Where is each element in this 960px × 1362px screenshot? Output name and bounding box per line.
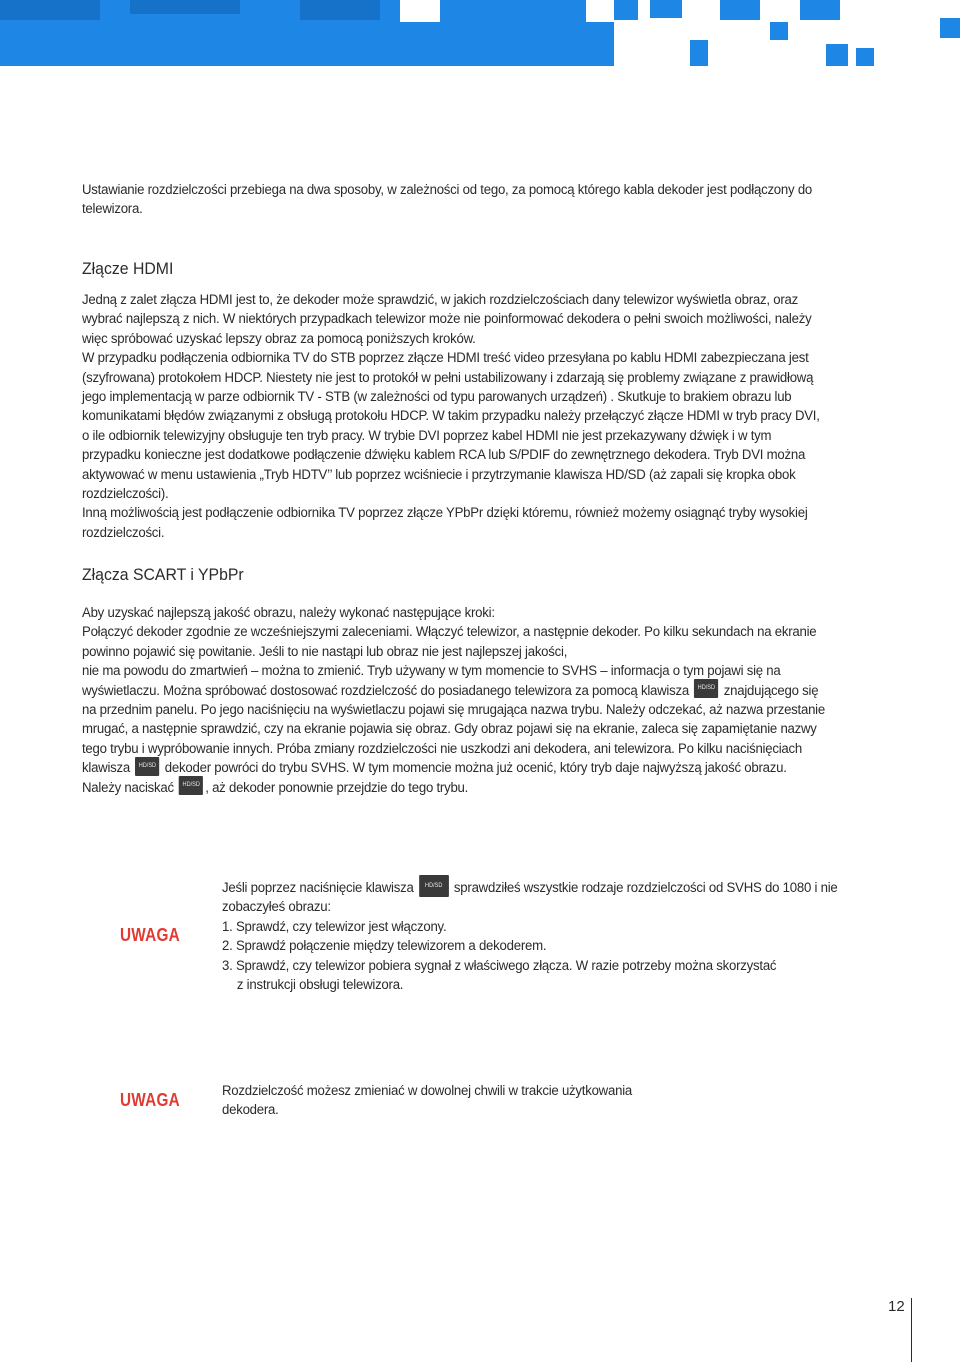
banner-block bbox=[614, 0, 638, 20]
banner-block bbox=[940, 18, 960, 38]
intro-text: Ustawianie rozdzielczości przebiega na dwa sposoby, w zależności od tego, za pomocą którego kabla dekoder jest podłączony do telewizora. bbox=[82, 182, 813, 218]
scart-text-c: dekoder powróci do trybu SVHS. W tym momencie można już ocenić, który tryb daje najwyższą jakość obrazu. Należy naciskać bbox=[82, 760, 787, 796]
scart-text-d: , aż dekoder ponownie przejdzie do tego trybu. bbox=[205, 779, 469, 796]
banner-block bbox=[720, 0, 760, 20]
scart-line-1: Aby uzyskać najlepszą jakość obrazu, należy wykonać następujące kroki: bbox=[82, 605, 495, 621]
scart-paragraph bbox=[82, 662, 826, 798]
note2-text: Rozdzielczość możesz zmieniać w dowolnej chwili w trakcie użytkowania dekodera. bbox=[222, 1083, 632, 1119]
hdmi-heading: Złącze HDMI bbox=[82, 259, 174, 278]
warning-note-1 bbox=[222, 879, 873, 995]
hd-sd-key-icon: HD/SD bbox=[419, 875, 449, 897]
note1-text-a: Jeśli poprzez naciśnięcie klawisza bbox=[222, 880, 414, 896]
note1-item-1: 1. Sprawdź, czy telewizor jest włączony. bbox=[222, 918, 447, 935]
banner-block bbox=[800, 0, 840, 20]
banner-block bbox=[300, 0, 380, 20]
banner-block bbox=[856, 48, 874, 66]
banner-block bbox=[826, 44, 848, 66]
intro-paragraph bbox=[82, 181, 826, 220]
banner-block bbox=[690, 40, 708, 66]
header-banner bbox=[0, 0, 960, 66]
note1-text-b: sprawdziłeś wszystkie rodzaje rozdzielczości od SVHS do 1080 i nie zobaczyłeś obrazu: bbox=[222, 880, 838, 916]
hd-sd-key-icon: HD/SD bbox=[135, 757, 159, 776]
hdmi-paragraph-3: Inną możliwością jest podłączenie odbiornika TV poprzez złącze YPbPr dzięki któremu, również możemy osiągnąć tryby wysokiej rozdzielczości. bbox=[82, 505, 808, 541]
note1-item-3-cont: z instrukcji obsługi telewizora. bbox=[236, 977, 404, 994]
scart-text-b: znajdującego się na przednim panelu. Po jego naciśnięciu na wyświetlaczu pojawi się mrugająca nazwa trybu. Należy odczekać, aż nazwa przestanie mrugać, a następnie sprawdzić, czy na ekranie pojawia się obraz. Gdy obraz pojawi się na ekranie, zaleca się zapamiętanie nazwy tego trybu i wypróbowanie innych. Próba zmiany rozdzielczości nie uszkodzi ani dekodera, ani telewizora. Po kilku naciśnięciach klawisza bbox=[82, 682, 825, 777]
scart-heading: Złącza SCART i YPbPr bbox=[82, 565, 244, 584]
hdmi-paragraph-2: W przypadku podłączenia odbiornika TV do STB poprzez złącze HDMI treść video przesyłana po kablu HDMI zabezpieczana jest (szyfrowana) protokołem HDCP. Niestety nie jest to protokół w pełni ustabilizowany i zdarzają się problemy związane z prawidłową jego implementacją w parze odbiornik TV - STB (w zależności od typu parowanych urządzeń) . Skutkuje to brakiem obrazu lub komunikatami błędów związanymi z obsługą protokołu HDCP. W takim przypadku należy przełączyć złącze HDMI w tryb pracy DVI, o ile odbiornik telewizyjny obsługuje ten tryb pracy. W trybie DVI poprzez kabel HDMI nie jest przekazywany dźwięk i w tym przypadku konieczne jest dodatkowe podłączenie dźwięku kablem RCA lub S/PDIF do zewnętrznego dekodera. Tryb DVI można aktywować w menu ustawienia „Tryb HDTV’’ lub poprzez wciśniecie i przytrzymanie klawisza HD/SD (aż zapali się kropka obok rozdzielczości). bbox=[82, 350, 820, 503]
banner-block bbox=[0, 0, 100, 20]
warning-label-1: UWAGA bbox=[120, 925, 180, 945]
warning-note-2 bbox=[222, 1082, 678, 1121]
scart-section bbox=[82, 604, 826, 798]
hd-sd-key-icon: HD/SD bbox=[179, 776, 203, 795]
hdmi-paragraph-1: Jedną z zalet złącza HDMI jest to, że dekoder może sprawdzić, w jakich rozdzielczościach dany telewizor wyświetla obraz, oraz wybrać najlepszą z nich. W niektórych przypadkach telewizor może nie poinformować dekodera o pełni swoich możliwości, należy więc spróbować uzyskać lepszy obraz za pomocą poniższych kroków. bbox=[82, 292, 812, 347]
note1-item-3: 3. Sprawdź, czy telewizor pobiera sygnał z właściwego złącza. W razie potrzeby można skorzystać bbox=[222, 957, 777, 974]
note1-intro bbox=[222, 879, 873, 918]
banner-block bbox=[440, 0, 530, 22]
page-number: 12 bbox=[888, 1298, 912, 1362]
scart-line-2: Połączyć dekoder zgodnie ze wcześniejszymi zaleceniami. Włączyć telewizor, a następnie dekoder. Po kilku sekundach na ekranie powinno pojawić się powitanie. Jeśli to nie nastąpi lub obraz nie jest najlepszej jakości, bbox=[82, 624, 817, 660]
warning-label-2: UWAGA bbox=[120, 1090, 180, 1110]
note1-item-2: 2. Sprawdź połączenie między telewizorem a dekoderem. bbox=[222, 938, 547, 955]
banner-block bbox=[770, 22, 788, 40]
hd-sd-key-icon: HD/SD bbox=[694, 679, 718, 698]
hdmi-section bbox=[82, 291, 826, 543]
banner-block bbox=[130, 0, 240, 14]
banner-block bbox=[650, 0, 682, 18]
banner-block bbox=[530, 0, 586, 66]
banner-block bbox=[586, 22, 614, 66]
scart-text-a: nie ma powodu do zmartwień – można to zmienić. Tryb używany w tym momencie to SVHS – informacja o tym pojawi się na wyświetlaczu. Można spróbować dostosować rozdzielczość do posiadanego telewizora za pomocą klawisza bbox=[82, 663, 781, 699]
